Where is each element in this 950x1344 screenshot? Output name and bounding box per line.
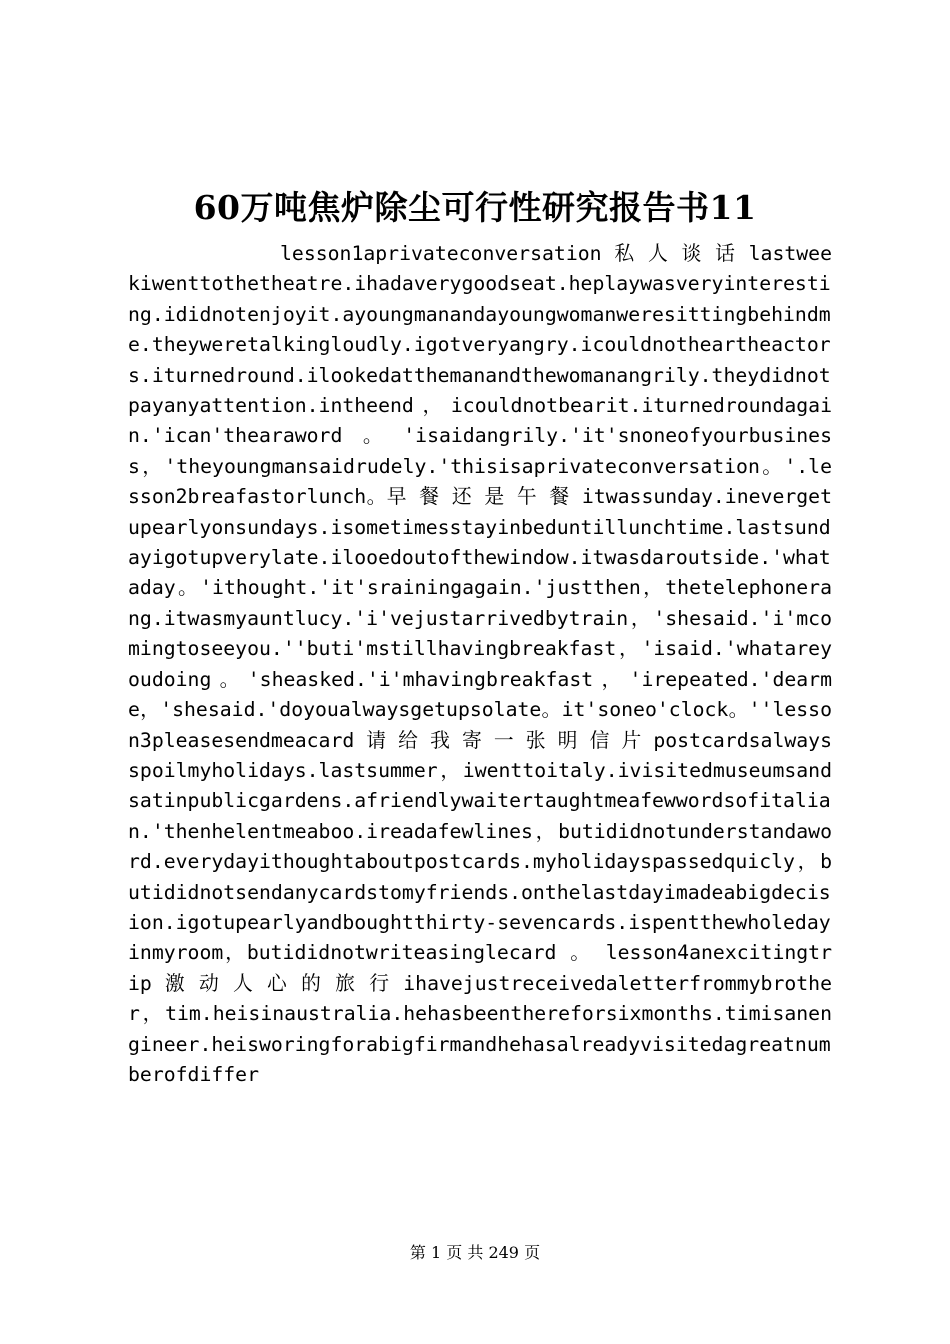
page-footer: 第 1 页 共 249 页 bbox=[409, 1243, 541, 1262]
body-text-content: lesson1aprivateconversation 私 人 谈 话 lastweekiwenttothetheatre.ihadaverygoodseat.heplaywasveryinteresting.ididnotenjoyit.ayoungmanandayoungwomanweresittingbehindme.theyweretalkingloudly.igotveryangry.icouldnotheartheactors.iturnedround.ilookedatthemanandthewomanangrily.theydidnotpayanyattention.intheend，icouldnotbearit.iturnedroundagain.'ican'thearaword。'isaidangrily.'it'snoneofyourbusiness，'theyoungmansaidrudely.'thisisaprivateconversation。'.lesson2breafastorlunch。早 餐 还 是 午 餐 itwassunday.inevergetupearlyonsundays.isometimesstayinbeduntillunchtime.lastsundayigotupverylate.ilooedoutofthewindow.itwasdaroutside.'whataday。'ithought.'it'srainingagain.'justthen，thetelephonerang.itwasmyauntlucy.'i'vejustarrivedbytrain，'shesaid.'i'mcomingtoseeyou.''buti'mstillhavingbreakfast，'isaid.'whatareyoudoing。'sheasked.'i'mhavingbreakfast，'irepeated.'dearme，'shesaid.'doyoualwaysgetupsolate。it'soneo'clock。''lesson3pleasesendmeacard 请 给 我 寄 一 张 明 信 片 postcardsalwaysspoilmyholidays.lastsummer，iwenttoitaly.ivisitedmuseumsandsatinpublicgardens.afriendlywaitertaughtmeafewwordsofitalian.'thenhelentmeaboo.ireadafewlines，butididnotunderstandaword.everydayithoughtaboutpostcards.myholidayspassedquicly，butididnotsendanycardstomyfriends.onthelastdayimadeabigdecision.igotupearlyandboughtthirty-sevencards.ispentthewholedayinmyroom，butididnotwriteasinglecard 。 lesson4anexcitingtrip 激 动 人 心 的 旅 行 ihavejustreceivedaletterfrommybrother，tim.heisinaustralia.hehasbeenthereforsixmonths.timisanengineer.heisworingforabigfirmandhehasalreadyvisitedagreatnumberofdiffer bbox=[128, 242, 832, 1086]
document-body bbox=[128, 239, 832, 1090]
document-title: 60万吨焦炉除尘可行性研究报告书11 bbox=[193, 188, 757, 227]
